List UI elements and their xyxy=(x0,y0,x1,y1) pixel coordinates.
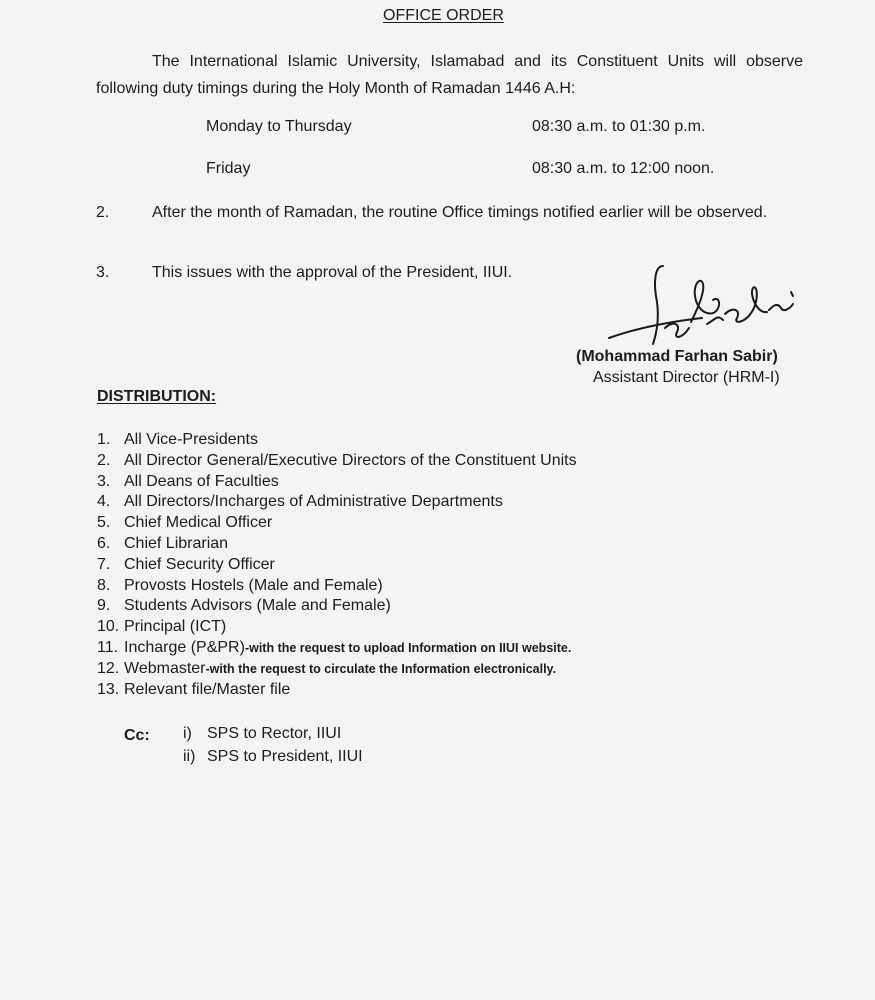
list-item xyxy=(183,722,363,745)
list-number: 5. xyxy=(97,514,111,532)
cc-list xyxy=(183,722,363,768)
list-item xyxy=(97,659,577,680)
list-text: Provosts Hostels (Male and Female) xyxy=(124,576,383,594)
list-text: Webmaster xyxy=(124,659,206,677)
list-number: 11. xyxy=(97,638,119,656)
list-text: All Vice-Presidents xyxy=(124,431,258,448)
list-number: 9. xyxy=(97,597,111,615)
intro-paragraph xyxy=(96,48,803,102)
list-note: -with the request to upload Information on IIUI website. xyxy=(244,640,572,655)
list-item xyxy=(97,430,577,451)
paragraph-3 xyxy=(96,264,512,282)
distribution-list xyxy=(97,430,577,700)
list-item xyxy=(97,492,577,513)
list-note: -with the request to circulate the Information electronically. xyxy=(205,661,557,676)
list-item xyxy=(97,555,577,576)
list-item xyxy=(97,513,577,534)
list-item xyxy=(97,534,577,555)
paragraph-text: This issues with the approval of the President, IIUI. xyxy=(152,264,513,281)
list-number: 1. xyxy=(97,431,111,448)
document-title: OFFICE ORDER xyxy=(383,7,504,24)
paragraph-2 xyxy=(96,202,803,224)
list-item xyxy=(97,451,577,472)
handwritten-signature xyxy=(607,262,807,352)
list-number: 8. xyxy=(97,576,111,594)
intro-text: The International Islamic University, Islamabad and its Constituent Units will observe following duty timings during the Holy Month of Ramadan 1446 A.H: xyxy=(96,53,803,97)
list-text: Principal (ICT) xyxy=(124,618,227,636)
list-text: Chief Medical Officer xyxy=(124,514,273,532)
paragraph-number: 3. xyxy=(96,264,110,281)
list-text: Relevant file/Master file xyxy=(124,680,291,698)
list-text: SPS to Rector, IIUI xyxy=(207,725,342,742)
signatory-name: (Mohammad Farhan Sabir) xyxy=(576,348,778,365)
list-item xyxy=(97,472,577,493)
list-text: All Director General/Executive Directors of the Constituent Units xyxy=(124,451,577,469)
list-text: All Directors/Incharges of Administrative Departments xyxy=(124,493,503,511)
list-number: 6. xyxy=(97,534,111,552)
timing-time-weekdays: 08:30 a.m. to 01:30 p.m. xyxy=(532,118,706,135)
timing-time-friday: 08:30 a.m. to 12:00 noon. xyxy=(532,160,715,177)
list-number: 10. xyxy=(97,618,120,636)
list-item xyxy=(97,617,577,638)
list-item xyxy=(97,596,577,617)
signatory-designation: Assistant Director (HRM-I) xyxy=(593,369,780,386)
list-number: 2. xyxy=(97,451,111,469)
cc-label: Cc: xyxy=(124,727,150,744)
timing-day-weekdays: Monday to Thursday xyxy=(206,118,352,135)
list-text: Chief Librarian xyxy=(124,534,229,552)
list-number: 3. xyxy=(97,472,111,490)
list-number: 13. xyxy=(97,680,120,698)
list-number: 4. xyxy=(97,493,111,511)
list-text: Incharge (P&PR) xyxy=(124,638,245,656)
paragraph-number: 2. xyxy=(96,204,110,221)
timing-day-friday: Friday xyxy=(206,160,251,177)
paragraph-text: After the month of Ramadan, the routine Office timings notified earlier will be observed. xyxy=(152,204,768,221)
list-number: 7. xyxy=(97,555,111,573)
list-number: ii) xyxy=(183,748,196,765)
list-item xyxy=(97,638,577,659)
list-text: Students Advisors (Male and Female) xyxy=(124,597,391,615)
list-item xyxy=(183,745,363,768)
list-text: Chief Security Officer xyxy=(124,555,275,573)
list-item xyxy=(97,576,577,597)
distribution-heading: DISTRIBUTION: xyxy=(97,388,217,405)
list-text: SPS to President, IIUI xyxy=(207,748,363,765)
list-item xyxy=(97,680,577,701)
list-number: i) xyxy=(183,725,192,742)
list-number: 12. xyxy=(97,659,120,677)
list-text: All Deans of Faculties xyxy=(124,472,279,490)
